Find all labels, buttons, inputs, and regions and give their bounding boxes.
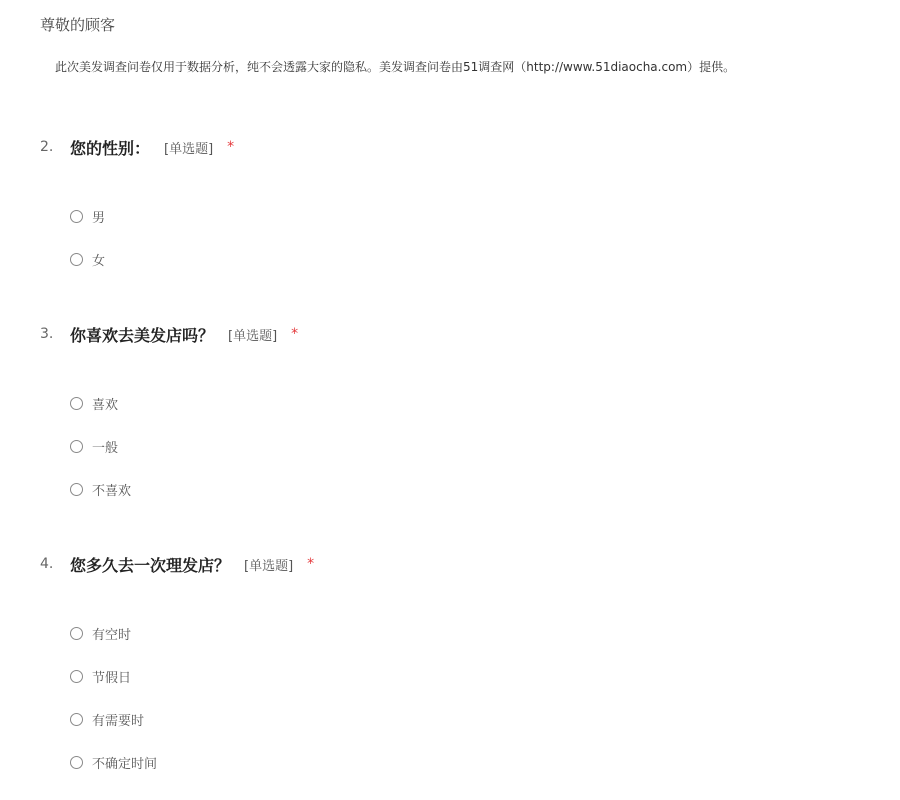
- question-type: [单选题]: [164, 141, 214, 157]
- option-label: 不喜欢: [92, 483, 132, 499]
- option-male[interactable]: [70, 206, 105, 226]
- option-label: 节假日: [92, 670, 132, 686]
- radio-button[interactable]: [70, 670, 83, 683]
- option-label: 有空时: [92, 627, 132, 643]
- option-uncertain[interactable]: [70, 752, 157, 772]
- option-label: 一般: [92, 440, 119, 456]
- question-title: 您的性别：: [70, 138, 151, 158]
- question-number: 3.: [40, 326, 54, 342]
- question-type: [单选题]: [244, 558, 294, 574]
- option-label: 有需要时: [92, 713, 145, 729]
- option-dislike[interactable]: [70, 479, 131, 499]
- radio-button[interactable]: [70, 440, 83, 453]
- radio-button[interactable]: [70, 253, 83, 266]
- question-header: [40, 552, 314, 576]
- option-when-free[interactable]: [70, 623, 131, 643]
- question-title: 你喜欢去美发店吗？: [70, 325, 215, 345]
- survey-intro: 此次美发调查问卷仅用于数据分析，纯不会透露大家的隐私。美发调查问卷由51调查网（http://www.51diaocha.com）提供。: [55, 60, 736, 74]
- radio-button[interactable]: [70, 713, 83, 726]
- question-number: 4.: [40, 556, 54, 572]
- option-label: 男: [92, 210, 106, 226]
- option-label: 喜欢: [92, 397, 119, 413]
- radio-button[interactable]: [70, 627, 83, 640]
- option-like[interactable]: [70, 393, 118, 413]
- question-header: [40, 135, 234, 159]
- radio-button[interactable]: [70, 210, 83, 223]
- question-header: [40, 322, 298, 346]
- greeting-title: 尊敬的顾客: [40, 16, 116, 34]
- radio-button[interactable]: [70, 756, 83, 769]
- required-mark: *: [291, 326, 299, 342]
- question-type: [单选题]: [228, 328, 278, 344]
- option-holidays[interactable]: [70, 666, 131, 686]
- question-number: 2.: [40, 139, 54, 155]
- required-mark: *: [227, 139, 235, 155]
- option-neutral[interactable]: [70, 436, 118, 456]
- option-female[interactable]: [70, 249, 105, 269]
- radio-button[interactable]: [70, 397, 83, 410]
- option-label: 女: [92, 253, 106, 269]
- option-when-needed[interactable]: [70, 709, 144, 729]
- radio-button[interactable]: [70, 483, 83, 496]
- option-label: 不确定时间: [92, 756, 158, 772]
- question-title: 您多久去一次理发店？: [70, 555, 231, 575]
- required-mark: *: [307, 556, 315, 572]
